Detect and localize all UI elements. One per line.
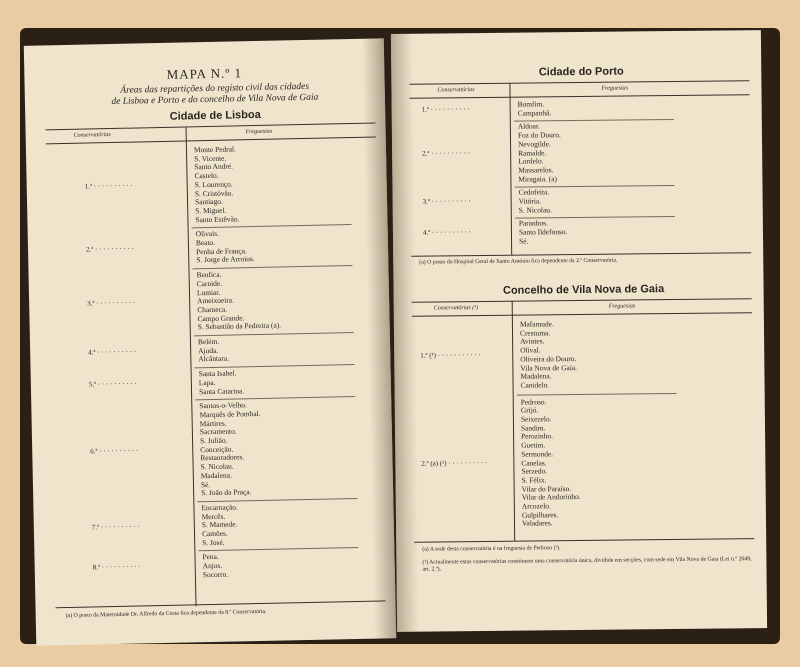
conservatoria-number: 4.ª · · · · · · · · · · xyxy=(422,228,472,238)
section-title-gaia: Concelho de Vila Nova de Gaia xyxy=(502,283,665,297)
parish-name: Socorro. xyxy=(202,569,229,579)
parish-list xyxy=(519,220,568,247)
parish-name: S. José. xyxy=(202,537,225,547)
parish-name: Serzedo. xyxy=(521,466,548,476)
left-page xyxy=(24,38,396,645)
porto-col-header-freguesias: Freguesias xyxy=(601,85,628,92)
parish-name: Lordelo. xyxy=(518,156,544,166)
parish-name: Massarelos. xyxy=(518,165,554,175)
col-header-freguesias: Freguesias xyxy=(245,128,273,136)
parish-name: Sermonde. xyxy=(521,449,554,459)
parish-name: S. Mamede. xyxy=(201,519,238,530)
parish-list xyxy=(202,553,228,580)
parish-name: Pena. xyxy=(202,552,219,562)
parish-name: Vila Nova de Gaia. xyxy=(520,362,578,373)
parish-name: Alcântara. xyxy=(198,354,230,364)
conservatoria-number: 2.ª · · · · · · · · · · xyxy=(422,148,471,158)
parish-name: Santos-o-Velho. xyxy=(199,400,247,411)
parish-name: Nevogilde. xyxy=(517,139,551,149)
parish-name: S. Jorge de Arroios. xyxy=(196,254,255,265)
parish-name: Foz do Douro. xyxy=(517,130,561,140)
parish-name: Mártires. xyxy=(199,418,227,428)
row-separator xyxy=(195,396,355,400)
conservatoria-number: 1.ª · · · · · · · · · · xyxy=(421,104,470,114)
parish-list xyxy=(520,320,577,390)
parish-name: Lumiar. xyxy=(196,287,221,297)
col-header-conservatorias: Conservatórias xyxy=(73,132,111,139)
conservatoria-number: 6.ª · · · · · · · · · · xyxy=(90,446,139,456)
parish-name: Vitória. xyxy=(518,196,542,206)
parish-name: S. Sebastião da Pedreira (a). xyxy=(197,320,282,332)
parish-name: Belém. xyxy=(197,336,220,347)
porto-footnote: (a) O posto do Hospital Geral de Santo António fica dependente da 2.ª Conservatória. xyxy=(419,257,618,266)
section-title-porto: Cidade do Porto xyxy=(538,65,624,79)
parish-name: Encarnação. xyxy=(201,502,238,513)
parish-name: S. Miguel. xyxy=(195,205,227,216)
parish-name: Sé. xyxy=(200,479,211,489)
parish-name: Sandim. xyxy=(520,423,546,433)
gaia-footnote-a: (a) A sede desta conservatória é na freguesia de Pedroso (¹). xyxy=(422,545,561,553)
parish-name: Marquês de Pombal. xyxy=(199,408,261,420)
parish-name: S. Nicolau. xyxy=(200,461,234,472)
conservatoria-number: 2.ª · · · · · · · · · · xyxy=(85,244,135,254)
parish-list xyxy=(194,145,240,224)
section-title-lisboa: Cidade de Lisboa xyxy=(169,108,261,123)
parish-name: Canidelo. xyxy=(520,380,550,390)
parish-name: Avintes. xyxy=(520,336,545,347)
parish-name: Aldoar. xyxy=(517,121,540,132)
parish-name: Sé. xyxy=(519,236,529,246)
parish-name: Camões. xyxy=(201,528,228,539)
parish-name: S. Cristóvão. xyxy=(194,187,234,198)
conservatoria-number: 2.ª (a) (¹) · · · · · · · · · · xyxy=(421,458,488,468)
parish-name: Olivais. xyxy=(195,229,220,239)
parish-list xyxy=(199,401,262,498)
parish-name: Castelo. xyxy=(194,170,219,181)
parish-name: Santo Estêvão. xyxy=(195,213,240,224)
mapa-subtitle xyxy=(65,81,365,109)
parish-name: Valadares. xyxy=(521,518,553,529)
parish-list xyxy=(197,270,282,333)
parish-name: Guetim. xyxy=(521,440,546,450)
parish-name: Santa Catarina. xyxy=(198,385,245,396)
subtitle-line: de Lisboa e Porto e do concelho de Vila Nova de Gaia xyxy=(111,92,319,108)
gaia-table-bottom-rule xyxy=(414,538,754,543)
footnote: (a) O posto da Maternidade Dr. Alfredo da Costa fica dependente da 8.ª Conservatória. xyxy=(65,608,267,620)
porto-column-divider xyxy=(509,83,512,255)
parish-name: Sacramento. xyxy=(199,426,237,437)
porto-col-header-conservatorias: Conservatórias xyxy=(437,87,475,94)
parish-name: Madalena. xyxy=(200,470,232,481)
conservatoria-number: 8.ª · · · · · · · · · · xyxy=(92,562,141,572)
conservatoria-number: 7.ª · · · · · · · · · · xyxy=(91,522,140,532)
gaia-col-header-conservatorias: Conservatórias (¹) xyxy=(433,305,479,312)
parish-name: Madalena. xyxy=(520,371,552,381)
parish-name: Santa Isabel. xyxy=(198,368,237,379)
parish-list xyxy=(199,369,245,396)
parish-name: Paranhos. xyxy=(518,218,548,229)
parish-list xyxy=(196,229,255,265)
parish-name: Beato. xyxy=(195,237,216,248)
row-separator xyxy=(197,498,357,502)
parish-name: Santiago. xyxy=(194,196,223,207)
parish-name: Vilar do Paraíso. xyxy=(521,483,572,494)
parish-list xyxy=(518,123,562,184)
parish-name: S. Félix. xyxy=(521,475,547,485)
mapa-title: MAPA N.º 1 xyxy=(166,65,243,82)
porto-table-header-rule xyxy=(410,94,750,99)
parish-name: Gulpilhares. xyxy=(521,509,559,520)
parish-name: S. Lourenço. xyxy=(194,179,233,190)
parish-name: Canelas. xyxy=(521,457,547,468)
conservatoria-number: 5.ª · · · · · · · · · · xyxy=(88,379,137,389)
gaia-col-header-freguesias: Freguesias xyxy=(608,303,636,310)
parish-name: Miragaia. (a) xyxy=(518,173,558,184)
parish-name: Restauradores. xyxy=(200,452,245,463)
row-separator xyxy=(517,393,677,396)
parish-name: Mafamude. xyxy=(519,319,554,329)
conservatoria-number: 4.ª · · · · · · · · · · xyxy=(88,347,137,357)
parish-name: Conceição. xyxy=(200,444,234,454)
parish-name: Santo André. xyxy=(194,161,234,172)
parish-name: Bomfim. xyxy=(517,99,545,109)
parish-name: S. Nicolau. xyxy=(518,204,552,215)
gaia-footnote-1: (¹) Actualmente estas conservatórias constituem uma conservatória única, dividida em secções, com sede em Vila Nova de Gaia (Lei n.º 2049, art. 2.º). xyxy=(422,556,752,573)
conservatoria-number: 3.ª · · · · · · · · · · xyxy=(87,298,136,308)
parish-name: Benfica. xyxy=(196,269,222,280)
parish-name: S. Vicente. xyxy=(194,153,227,163)
gaia-table-header-rule xyxy=(412,312,752,317)
parish-name: Vilar de Andorinho. xyxy=(521,492,581,502)
parish-name: Charneca. xyxy=(197,304,228,315)
parish-name: Olival. xyxy=(520,345,541,355)
parish-name: Cedofeita. xyxy=(518,187,550,197)
parish-name: Ajuda. xyxy=(198,345,219,355)
parish-name: Anjos. xyxy=(202,560,223,571)
parish-name: Monte Pedral. xyxy=(193,144,236,155)
parish-name: Santo Ildefonso. xyxy=(518,227,568,237)
parish-name: Grijó. xyxy=(520,405,539,415)
row-separator xyxy=(198,547,358,551)
parish-name: Penha de França. xyxy=(196,245,247,256)
parish-name: Mercês. xyxy=(201,511,226,521)
row-separator xyxy=(195,364,355,368)
conservatoria-number: 3.ª · · · · · · · · · · xyxy=(422,197,471,206)
parish-name: Seixezelo. xyxy=(520,414,552,424)
parish-name: Pedroso. xyxy=(520,396,547,407)
gaia-column-divider xyxy=(512,301,516,541)
parish-name: Crestuma. xyxy=(519,328,551,338)
parish-list xyxy=(198,338,229,365)
row-separator xyxy=(194,332,354,336)
gaia-table-top-rule xyxy=(412,298,752,303)
porto-table-top-rule xyxy=(409,80,749,85)
parish-name: S. João da Praça. xyxy=(201,487,252,498)
parish-name: Oliveira do Douro. xyxy=(520,353,577,364)
subtitle-line: Áreas das repartições do registo civil das cidades xyxy=(120,81,310,96)
conservatoria-number: 1.ª (¹) · · · · · · · · · · · xyxy=(420,350,481,360)
parish-name: S. Julião. xyxy=(199,435,228,446)
right-page xyxy=(391,30,767,632)
parish-name: Arcozelo. xyxy=(521,501,551,511)
row-separator xyxy=(192,224,352,228)
parish-name: Campo Grande. xyxy=(197,312,245,323)
parish-name: Perozinho. xyxy=(521,431,553,442)
parish-name: Carnide. xyxy=(196,278,223,289)
conservatoria-number: 1.ª · · · · · · · · · · xyxy=(84,181,133,191)
parish-name: Ramalde. xyxy=(518,147,547,158)
parish-name: Ameixoeira. xyxy=(197,295,234,306)
parish-list xyxy=(518,100,552,118)
parish-name: Lapa. xyxy=(198,377,216,388)
parish-list xyxy=(519,189,552,215)
parish-name: Campanhã. xyxy=(517,107,552,118)
parish-list xyxy=(521,398,581,529)
parish-list xyxy=(201,503,238,547)
